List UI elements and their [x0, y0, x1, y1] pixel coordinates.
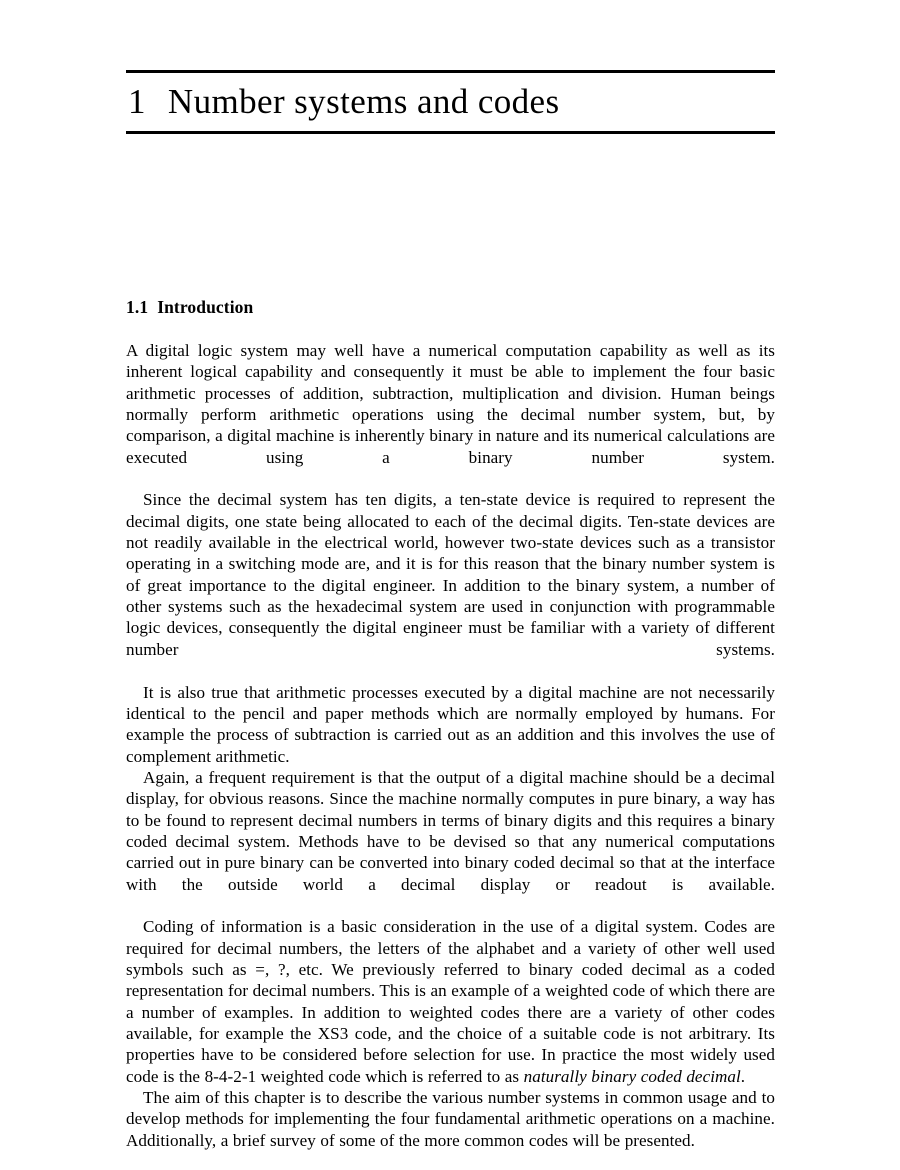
- paragraph-5-lead: Coding of information is a basic consideration in the use of a digital system. Codes are required for decimal numbers, the letters of the alphabet and a variety of other well used symbols such as =, ?, etc. We previously referred to binary coded decimal as a coded representation for decimal numbers. This is an example of a weighted code of which there are a number of examples. In addition to weighted codes there are a variety of other codes available, for example the XS3 code, and the choice of a suitable code is not arbitrary. Its properties have to be considered before selection for use. In practice the most widely used code is the 8-4-2-1 weighted code which is referred to as: [126, 917, 776, 1086]
- chapter-number: 1: [128, 82, 146, 121]
- section-title-text: Introduction: [157, 297, 254, 317]
- section-number: 1.1: [126, 297, 149, 317]
- paragraph-3: It is also true that arithmetic processes executed by a digital machine are not necessarily identical to the pencil and paper methods which are normally employed by humans. For example the process of subtraction is carried out as an addition and this involves the use of complement arithmetic.: [126, 682, 775, 766]
- paragraph-1: A digital logic system may well have a numerical computation capability as well as its inherent logical capability and consequently it must be able to implement the four basic arithmetic processes of addition, subtraction, multiplication and division. Human beings normally perform arithmetic operations using the decimal number system, but, by comparison, a digital machine is inherently binary in nature and its numerical calculations are executed using a binary number system.: [126, 341, 775, 467]
- paragraph-6: The aim of this chapter is to describe the various number systems in common usage and to develop methods for implementing the four fundamental arithmetic operations on a machine. Additionally, a brief survey of some of the more common codes will be presented.: [126, 1088, 775, 1150]
- chapter-title-text: Number systems and codes: [167, 82, 560, 121]
- paragraph-4: Again, a frequent requirement is that the output of a digital machine should be a decimal display, for obvious reasons. Since the machine normally computes in pure binary, a way has to be found to represent decimal numbers in terms of binary digits and this requires a binary coded decimal system. Methods have to be devised so that any numerical computations carried out in pure binary can be converted into binary coded decimal so that at the interface with the outside world a decimal display or readout is available.: [126, 767, 775, 894]
- body-text-column: [126, 340, 775, 1151]
- paragraph-5-tail: .: [740, 1066, 746, 1086]
- paragraph-2: Since the decimal system has ten digits, a ten-state device is required to represent the decimal digits, one state being allocated to each of the decimal digits. Ten-state devices are not readily available in the electrical world, however two-state devices such as a transistor operating in a switching mode are, and it is for this reason that the binary number system is of great importance to the digital engineer. In addition to the binary system, a number of other systems such as the hexadecimal system are used in conjunction with programmable logic devices, consequently the digital engineer must be familiar with a variety of different number systems.: [126, 490, 775, 659]
- emphasis-naturally-binary-coded-decimal: naturally binary coded decimal: [523, 1066, 741, 1086]
- chapter-heading-block: [126, 70, 775, 134]
- chapter-rule-bottom: [126, 131, 775, 134]
- paragraph-5: [126, 916, 775, 1087]
- section-heading: [126, 297, 775, 318]
- page-title: [126, 73, 775, 131]
